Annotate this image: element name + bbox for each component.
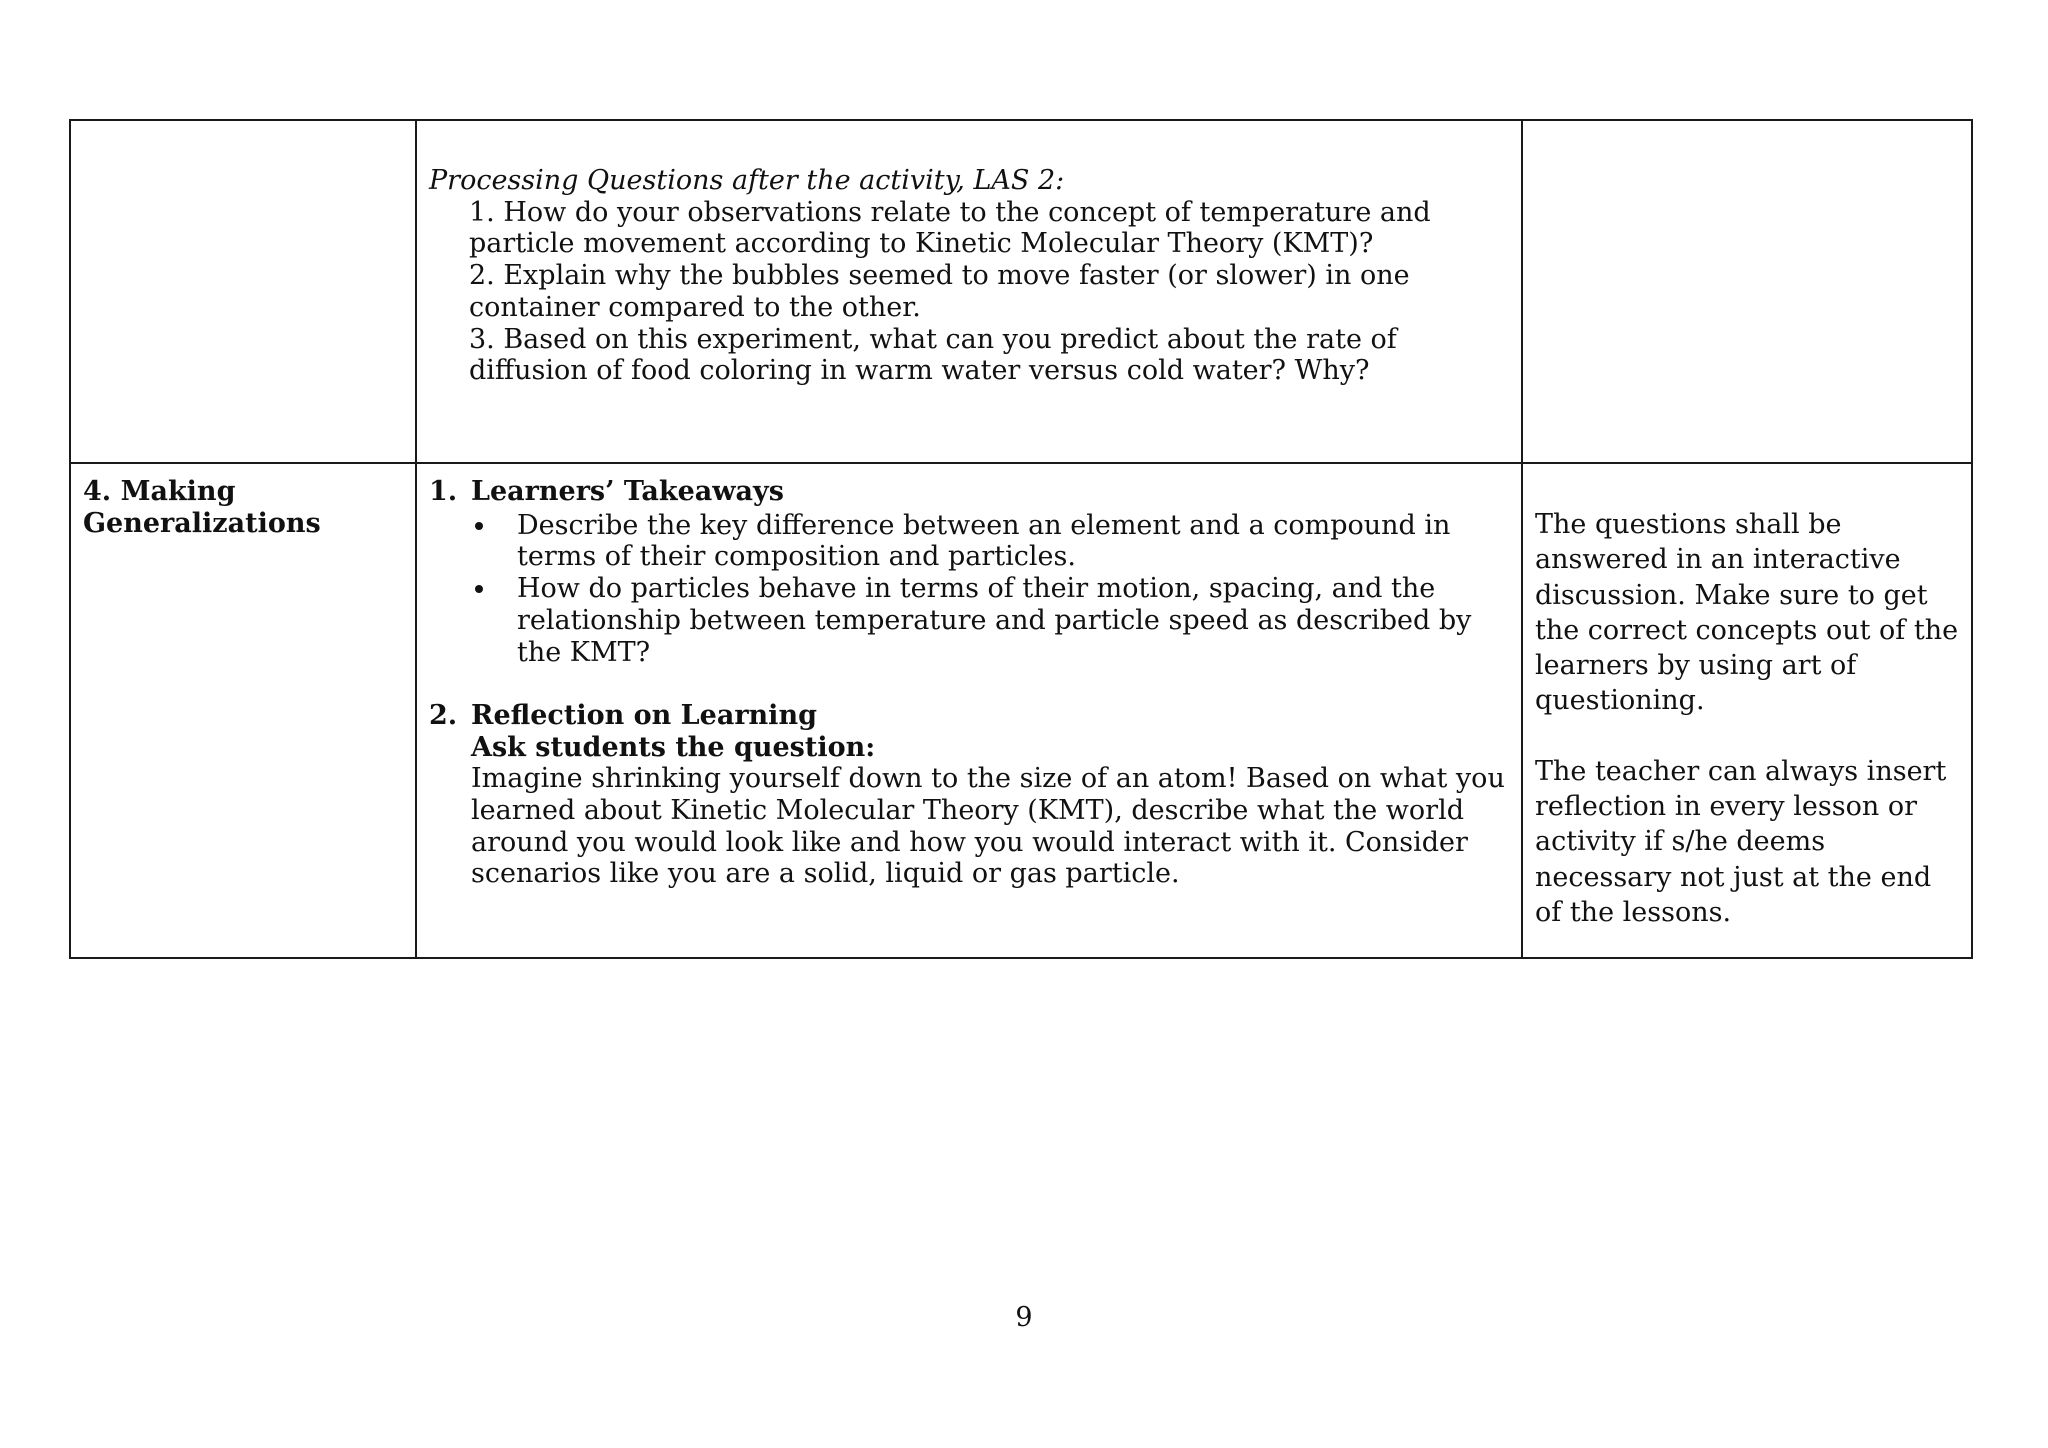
table-row-generalizations xyxy=(70,463,1972,958)
reflection-number: 2. xyxy=(429,699,458,731)
stage-cell-empty xyxy=(70,120,416,463)
notes-cell-empty xyxy=(1522,120,1972,463)
takeaway-text: How do particles behave in terms of their motion, spacing, and the relationship between temperature and particle speed as described by the KMT? xyxy=(517,573,1472,668)
processing-question: 2. Explain why the bubbles seemed to move faster (or slower) in one container compared to the other. xyxy=(469,260,1410,323)
notes-cell xyxy=(1522,463,1972,958)
stage-cell xyxy=(70,463,416,958)
reflection-subtitle: Ask students the question: xyxy=(471,731,876,763)
processing-heading: Processing Questions after the activity, LAS 2: xyxy=(429,165,1065,196)
takeaways-list xyxy=(429,510,1509,669)
bullet-icon xyxy=(475,522,483,530)
reflection-section xyxy=(429,700,1509,890)
takeaway-text: Describe the key difference between an element and a compound in terms of their composition and particles. xyxy=(517,509,1451,573)
table-row-processing xyxy=(70,120,1972,463)
processing-question: 3. Based on this experiment, what can you predict about the rate of diffusion of food coloring in warm water versus cold water? Why? xyxy=(469,323,1397,387)
list-item xyxy=(517,573,1509,668)
list-item xyxy=(517,510,1509,573)
processing-question: 1. How do your observations relate to the concept of temperature and particle movement according to Kinetic Molecular Theory (KMT)? xyxy=(469,196,1431,260)
teacher-note: The teacher can always insert reflection in every lesson or activity if s/he deems necessary not just at the end of the lessons. xyxy=(1535,755,1947,928)
teacher-note: The questions shall be answered in an interactive discussion. Make sure to get the correct concepts out of the learners by using art of questioning. xyxy=(1535,509,1959,717)
page-number: 9 xyxy=(1015,1302,1033,1333)
activities-cell xyxy=(416,463,1522,958)
bullet-icon xyxy=(475,585,483,593)
takeaways-title: Learners’ Takeaways xyxy=(471,476,784,507)
takeaways-heading xyxy=(429,476,1509,508)
processing-questions-cell xyxy=(416,120,1522,463)
stage-title-line1: 4. Making xyxy=(83,476,236,507)
reflection-title: Reflection on Learning xyxy=(471,699,817,731)
reflection-heading xyxy=(429,700,1509,732)
lesson-plan-table xyxy=(69,119,1973,959)
takeaways-number: 1. xyxy=(429,476,458,507)
processing-question-list xyxy=(429,197,1509,387)
stage-title-line2: Generalizations xyxy=(83,507,321,539)
reflection-body: Imagine shrinking yourself down to the size of an atom! Based on what you learned about Kinetic Molecular Theory (KMT), describe what the world around you would look like and how you would interact with it. Consider scenarios like you are a solid, liquid or gas particle. xyxy=(471,763,1505,890)
